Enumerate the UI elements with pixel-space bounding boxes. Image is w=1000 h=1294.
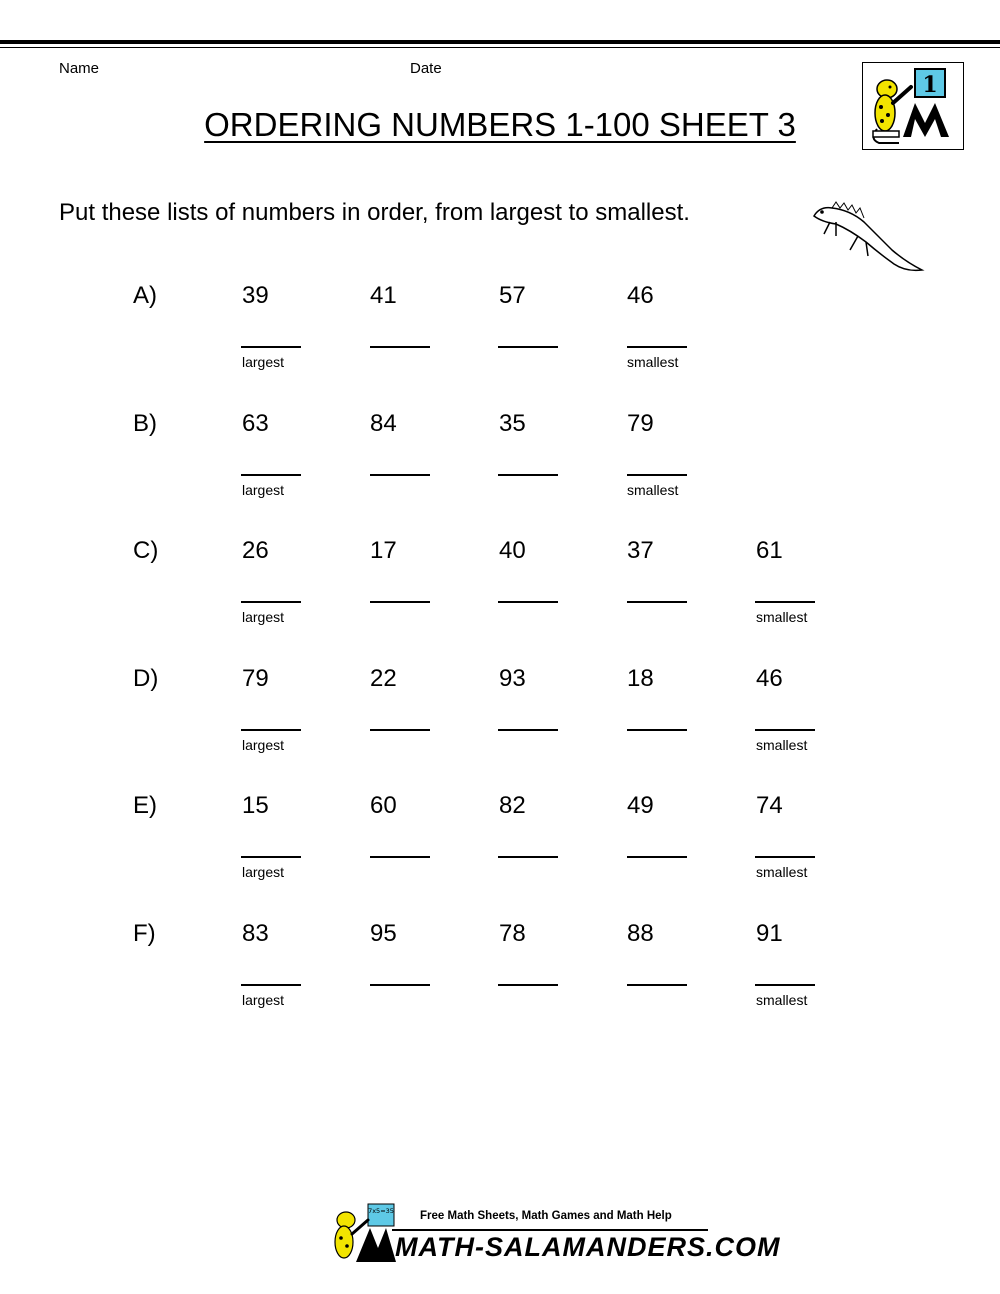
number: 83	[242, 920, 269, 947]
largest-hint: largest	[242, 737, 285, 753]
smallest-hint: smallest	[627, 354, 679, 370]
problem-label: D)	[133, 665, 159, 692]
number: 82	[499, 792, 526, 819]
answer-blank[interactable]	[498, 346, 558, 348]
number: 41	[370, 282, 397, 309]
answer-blank[interactable]	[241, 856, 301, 858]
number: 40	[499, 537, 526, 564]
number: 60	[370, 792, 397, 819]
answer-blank[interactable]	[498, 474, 558, 476]
number: 15	[242, 792, 269, 819]
answer-blank[interactable]	[627, 474, 687, 476]
footer-site-link[interactable]: MATH-SALAMANDERS.COM	[395, 1232, 781, 1262]
answer-blank[interactable]	[627, 729, 687, 731]
largest-hint: largest	[242, 354, 285, 370]
footer-tagline: Free Math Sheets, Math Games and Math Help	[420, 1210, 672, 1222]
grade-logo	[862, 62, 964, 150]
salamander-icon	[806, 192, 926, 276]
problem-label: B)	[133, 410, 157, 437]
smallest-hint: smallest	[756, 864, 808, 880]
number: 46	[756, 665, 783, 692]
smallest-hint: smallest	[627, 482, 679, 498]
page-title	[0, 106, 1000, 144]
answer-blank[interactable]	[241, 984, 301, 986]
largest-hint: largest	[242, 609, 285, 625]
instructions: Put these lists of numbers in order, from largest to smallest.	[59, 199, 690, 226]
answer-blank[interactable]	[755, 856, 815, 858]
number: 37	[627, 537, 654, 564]
answer-blank[interactable]	[627, 856, 687, 858]
number: 95	[370, 920, 397, 947]
number: 39	[242, 282, 269, 309]
footer-divider	[392, 1229, 708, 1231]
number: 35	[499, 410, 526, 437]
answer-blank[interactable]	[370, 729, 430, 731]
answer-blank[interactable]	[498, 856, 558, 858]
problem-f	[0, 920, 1000, 1040]
top-rule-thin	[0, 47, 1000, 48]
number: 26	[242, 537, 269, 564]
answer-blank[interactable]	[370, 984, 430, 986]
answer-blank[interactable]	[755, 729, 815, 731]
problem-label: C)	[133, 537, 159, 564]
problem-c	[0, 537, 1000, 657]
answer-blank[interactable]	[498, 601, 558, 603]
number: 18	[627, 665, 654, 692]
answer-blank[interactable]	[241, 601, 301, 603]
answer-blank[interactable]	[241, 474, 301, 476]
answer-blank[interactable]	[627, 601, 687, 603]
largest-hint: largest	[242, 864, 285, 880]
answer-blank[interactable]	[370, 474, 430, 476]
number: 17	[370, 537, 397, 564]
largest-hint: largest	[242, 992, 285, 1008]
date-label: Date	[410, 60, 442, 77]
top-rule-thick	[0, 40, 1000, 44]
number: 22	[370, 665, 397, 692]
largest-hint: largest	[242, 482, 285, 498]
problem-label: F)	[133, 920, 156, 947]
problem-label: E)	[133, 792, 157, 819]
name-label: Name	[59, 60, 100, 77]
grade-number: 1	[922, 72, 938, 98]
number: 46	[627, 282, 654, 309]
answer-blank[interactable]	[755, 601, 815, 603]
answer-blank[interactable]	[755, 984, 815, 986]
answer-blank[interactable]	[498, 984, 558, 986]
page-title-text: ORDERING NUMBERS 1-100 SHEET 3	[204, 106, 796, 143]
answer-blank[interactable]	[498, 729, 558, 731]
smallest-hint: smallest	[756, 609, 808, 625]
answer-blank[interactable]	[241, 729, 301, 731]
number: 93	[499, 665, 526, 692]
number: 57	[499, 282, 526, 309]
answer-blank[interactable]	[370, 856, 430, 858]
number: 79	[627, 410, 654, 437]
number: 88	[627, 920, 654, 947]
number: 79	[242, 665, 269, 692]
smallest-hint: smallest	[756, 737, 808, 753]
number: 61	[756, 537, 783, 564]
number: 49	[627, 792, 654, 819]
salamander-teacher-icon	[863, 63, 963, 149]
problem-d	[0, 665, 1000, 785]
number: 63	[242, 410, 269, 437]
problem-label: A)	[133, 282, 157, 309]
number: 78	[499, 920, 526, 947]
answer-blank[interactable]	[370, 601, 430, 603]
number: 91	[756, 920, 783, 947]
number: 84	[370, 410, 397, 437]
number: 74	[756, 792, 783, 819]
answer-blank[interactable]	[627, 984, 687, 986]
answer-blank[interactable]	[241, 346, 301, 348]
smallest-hint: smallest	[756, 992, 808, 1008]
answer-blank[interactable]	[370, 346, 430, 348]
problem-a	[0, 282, 1000, 402]
problem-b	[0, 410, 1000, 530]
answer-blank[interactable]	[627, 346, 687, 348]
footer-badge-text: 7x5=35	[368, 1207, 394, 1215]
problem-e	[0, 792, 1000, 912]
